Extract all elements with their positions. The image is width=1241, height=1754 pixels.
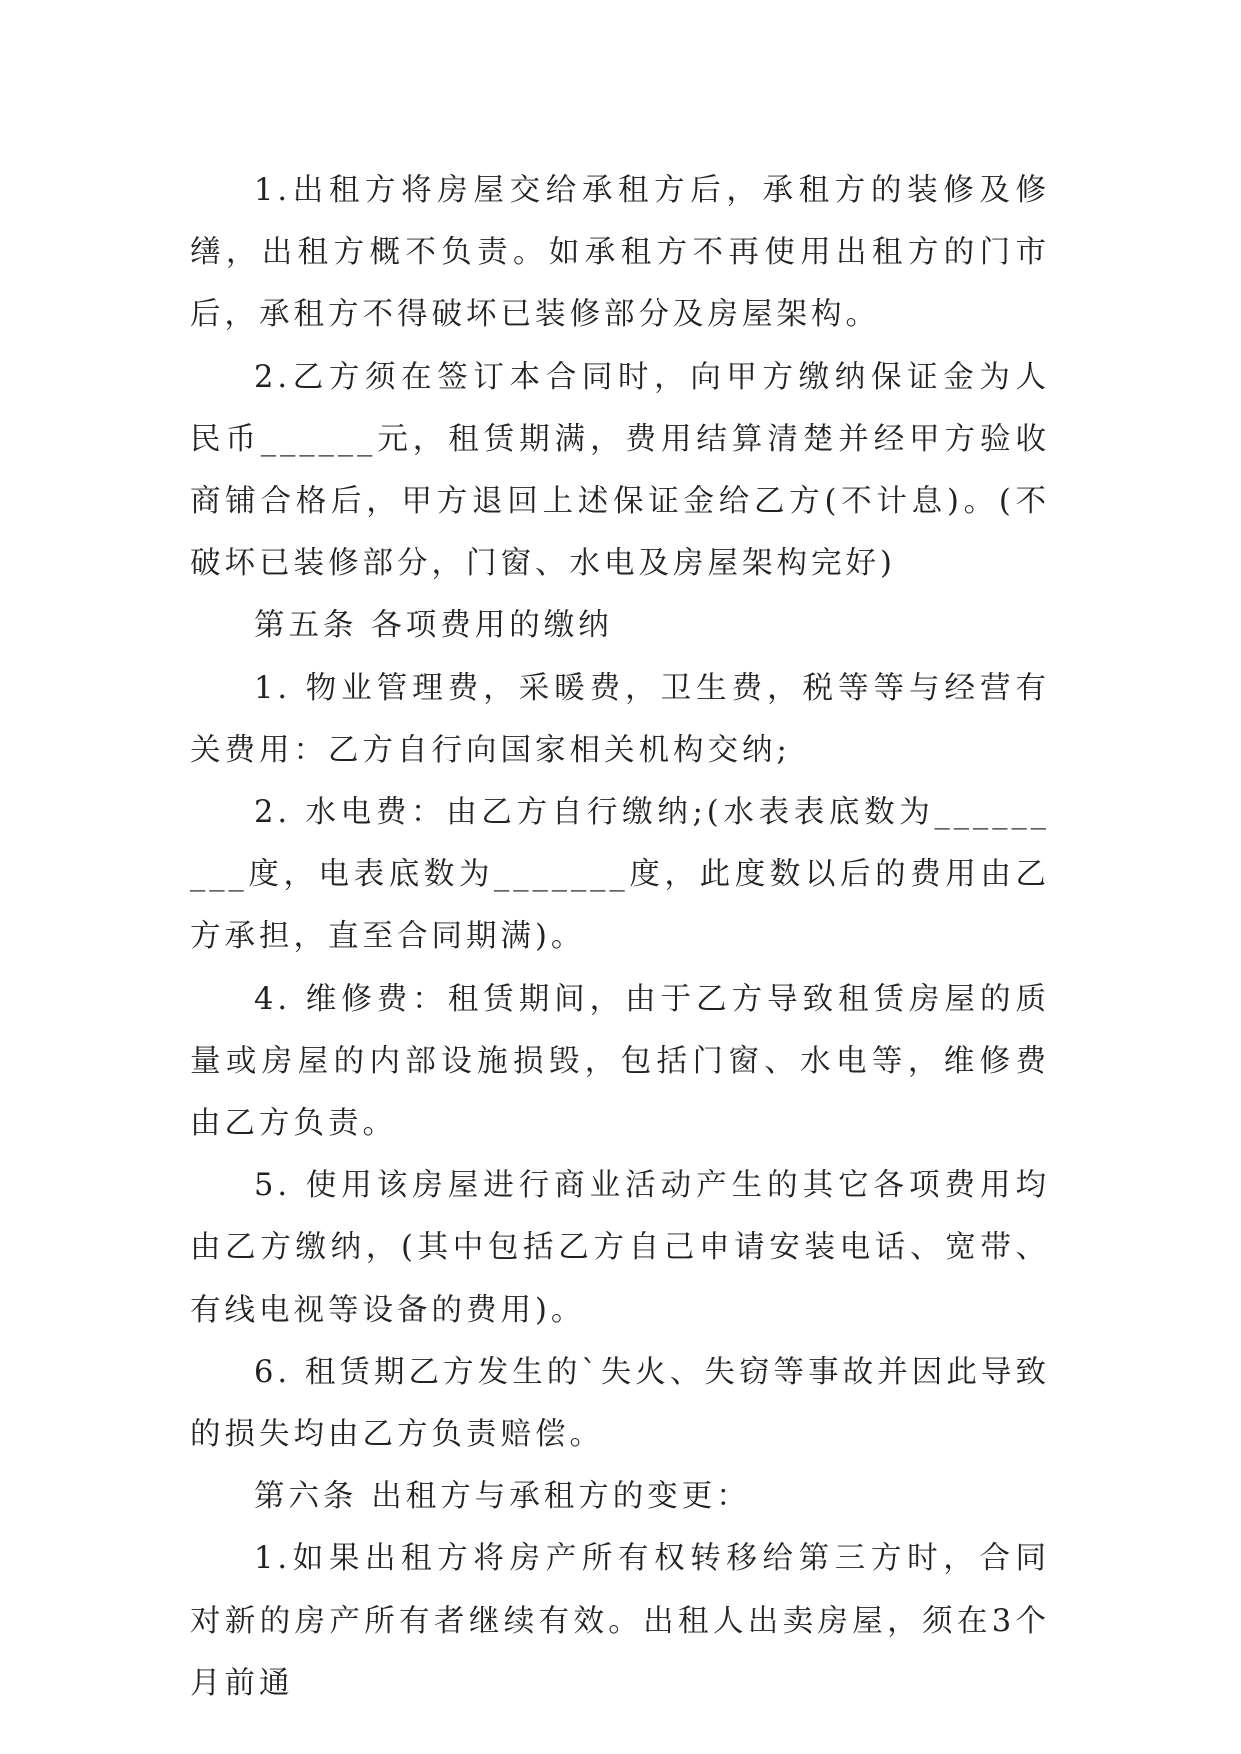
paragraph-2: 2.乙方须在签订本合同时，向甲方缴纳保证金为人民币______元，租赁期满，费用结算清楚并经甲方验收商铺合格后，甲方退回上述保证金给乙方(不计息)。(不破坏已装修部分，门窗、水电及房屋架构完好) [190, 359, 1050, 582]
paragraph-6: 5. 使用该房屋进行商业活动产生的其它各项费用均由乙方缴纳，(其中包括乙方自己申请安装电话、宽带、有线电视等设备的费用)。 [190, 1168, 1050, 1328]
paragraph-8: 1.如果出租方将房产所有权转移给第三方时，合同对新的房产所有者继续有效。出租人出卖房屋，须在3个月前通 [190, 1541, 1050, 1701]
paragraph-3: 1. 物业管理费，采暖费，卫生费，税等等与经营有关费用：乙方自行向国家相关机构交纳; [190, 670, 1050, 768]
section-heading-5: 第五条 各项费用的缴纳 [254, 608, 613, 644]
paragraph-4: 2. 水电费：由乙方自行缴纳;(水表表底数为_________度，电表底数为_______度，此度数以后的费用由乙方承担，直至合同期满)。 [190, 795, 1050, 955]
paragraph-1: 1.出租方将房屋交给承租方后，承租方的装修及修缮，出租方概不负责。如承租方不再使用出租方的门市后，承租方不得破坏已装修部分及房屋架构。 [190, 173, 1050, 333]
paragraph-5: 4. 维修费：租赁期间，由于乙方导致租赁房屋的质量或房屋的内部设施损毁，包括门窗、水电等，维修费由乙方负责。 [190, 981, 1050, 1142]
document-page [190, 160, 1050, 1715]
section-heading-6: 第六条 出租方与承租方的变更： [254, 1479, 751, 1515]
paragraph-7: 6. 租赁期乙方发生的`失火、失窃等事故并因此导致的损失均由乙方负责赔偿。 [190, 1354, 1050, 1453]
